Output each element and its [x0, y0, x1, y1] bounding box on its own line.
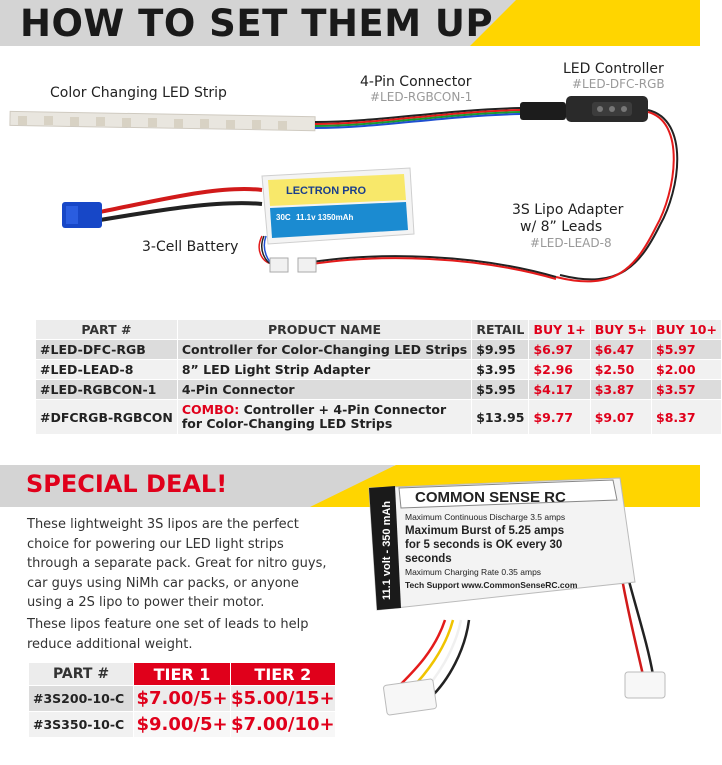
table-row	[36, 400, 722, 435]
battery-pack	[262, 168, 414, 244]
col-tier-1: TIER 1	[134, 663, 231, 686]
col-tier-2: TIER 2	[231, 663, 336, 686]
controller-sku: #LED-DFC-RGB	[572, 77, 665, 91]
part-number: #DFCRGB-RGBCON	[36, 400, 178, 435]
product-name	[177, 400, 471, 435]
adapter-label-line2: w/ 8” Leads	[520, 219, 603, 235]
lipo-brand: COMMON SENSE RC	[415, 489, 566, 506]
buy-1-price: $4.17	[529, 380, 590, 400]
retail-price: $13.95	[472, 400, 529, 435]
tier-2-price: $7.00/10+	[231, 712, 336, 738]
controller-leads	[556, 110, 677, 281]
combo-prefix: COMBO:	[181, 402, 240, 417]
special-description: These lightweight 3S lipos are the perfect choice for powering our LED light strips through a separate pack. Great for nitro guys, car guys using NiMh car packs, or anyone using a 2S lipo to power their motor.	[27, 517, 327, 610]
col-part: PART #	[36, 320, 178, 340]
lipo-line1: Maximum Continuous Discharge 3.5 amps	[405, 512, 566, 522]
adapter-label-line1: 3S Lipo Adapter	[512, 202, 624, 218]
buy-5-price: $6.47	[590, 340, 651, 360]
controller-label: LED Controller	[563, 61, 664, 77]
adapter-leads	[300, 256, 556, 279]
buy-10-price: $2.00	[652, 360, 722, 380]
retail-price: $5.95	[472, 380, 529, 400]
product-table-header	[36, 320, 722, 340]
tier-2-price: $5.00/15+	[231, 686, 336, 712]
tier-1-price: $9.00/5+	[134, 712, 231, 738]
col-part: PART #	[29, 663, 134, 686]
combo-name: Controller + 4-Pin Connector	[243, 402, 447, 417]
combo-name-line2: for Color-Changing LED Strips	[181, 416, 393, 431]
special-deal-title: SPECIAL DEAL!	[26, 470, 228, 498]
buy-10-price: $8.37	[652, 400, 722, 435]
balance-plug	[270, 258, 288, 272]
part-number: #LED-LEAD-8	[36, 360, 178, 380]
table-row	[36, 380, 722, 400]
header-banner	[0, 0, 700, 46]
lipo-side-text: 11.1 volt - 350 mAh	[381, 500, 393, 600]
connector-label: 4-Pin Connector	[360, 74, 472, 90]
led-strip-label: Color Changing LED Strip	[50, 85, 227, 101]
buy-5-price: $2.50	[590, 360, 651, 380]
setup-diagram	[0, 50, 700, 315]
lipo-illustration	[355, 470, 700, 761]
led-controller	[566, 96, 648, 122]
lipo-line2: Maximum Burst of 5.25 amps	[405, 525, 565, 537]
table-row	[36, 340, 722, 360]
lipo-balance-plug	[383, 679, 437, 716]
part-number: #3S350-10-C	[29, 712, 134, 738]
part-number: #3S200-10-C	[29, 686, 134, 712]
tier-table	[28, 662, 336, 738]
connector-sku: #LED-RGBCON-1	[370, 90, 473, 104]
table-row	[29, 712, 336, 738]
ec3-connector	[62, 202, 102, 228]
battery-brand-text: LECTRON PRO	[286, 185, 367, 197]
battery-label: 3-Cell Battery	[142, 239, 239, 255]
tier-table-header	[29, 663, 336, 686]
led-strip	[10, 111, 315, 130]
col-retail: RETAIL	[472, 320, 529, 340]
adapter-sku: #LED-LEAD-8	[530, 236, 612, 250]
battery-c-text: 30C	[276, 213, 291, 222]
buy-10-price: $3.57	[652, 380, 722, 400]
part-number: #LED-DFC-RGB	[36, 340, 178, 360]
lipo-battery-svg	[355, 470, 700, 761]
product-table	[35, 319, 722, 435]
connector-wires	[315, 108, 520, 128]
battery-spec-text: 11.1v 1350mAh	[296, 213, 354, 222]
retail-price: $9.95	[472, 340, 529, 360]
buy-5-price: $3.87	[590, 380, 651, 400]
part-number: #LED-RGBCON-1	[36, 380, 178, 400]
tier-1-price: $7.00/5+	[134, 686, 231, 712]
battery-main-leads	[100, 189, 262, 220]
lipo-line4: seconds	[405, 553, 452, 565]
col-buy-1: BUY 1+	[529, 320, 590, 340]
buy-1-price: $2.96	[529, 360, 590, 380]
product-name: 4-Pin Connector	[177, 380, 471, 400]
product-name: 8” LED Light Strip Adapter	[177, 360, 471, 380]
4-pin-connector	[520, 102, 566, 120]
col-buy-10: BUY 10+	[652, 320, 722, 340]
buy-1-price: $9.77	[529, 400, 590, 435]
table-row	[29, 686, 336, 712]
adapter-plug	[298, 258, 316, 272]
buy-5-price: $9.07	[590, 400, 651, 435]
special-leads-note: These lipos feature one set of leads to help reduce additional weight.	[27, 617, 309, 652]
table-row	[36, 360, 722, 380]
col-product-name: PRODUCT NAME	[177, 320, 471, 340]
lipo-line3: for 5 seconds is OK every 30	[405, 539, 563, 551]
col-buy-5: BUY 5+	[590, 320, 651, 340]
page-title: HOW TO SET THEM UP	[20, 2, 494, 45]
buy-1-price: $6.97	[529, 340, 590, 360]
lipo-line6: Tech Support www.CommonSenseRC.com	[405, 580, 578, 590]
product-name: Controller for Color-Changing LED Strips	[177, 340, 471, 360]
buy-10-price: $5.97	[652, 340, 722, 360]
lipo-line5: Maximum Charging Rate 0.35 amps	[405, 567, 542, 577]
retail-price: $3.95	[472, 360, 529, 380]
lipo-main-plug	[625, 672, 665, 698]
